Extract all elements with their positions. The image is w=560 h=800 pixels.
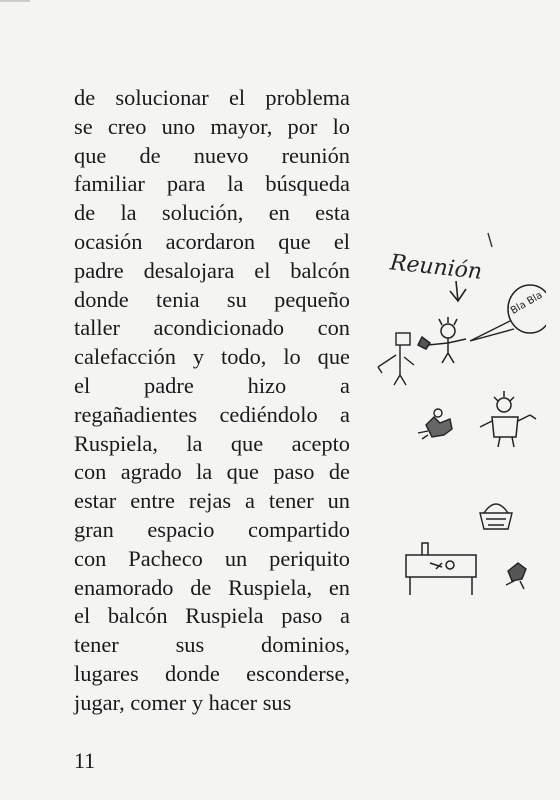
text-line: taller acondicionado con <box>74 315 350 341</box>
text-line: familiar para la búsqueda <box>74 171 350 197</box>
bird-figure-icon <box>418 409 452 439</box>
text-line: tener sus dominios, <box>74 632 350 658</box>
table-icon <box>406 543 476 595</box>
arrow-icon <box>450 281 466 301</box>
text-line: el padre hizo a <box>74 372 350 398</box>
text-line: padre desalojara el balcón <box>74 257 350 283</box>
text-line: jugar, comer y hacer sus <box>74 689 292 715</box>
text-line: de la solución, en esta <box>74 200 350 226</box>
caption-reunion: Reunión <box>388 250 484 285</box>
creature-icon <box>506 563 526 589</box>
illustration-svg <box>366 225 546 625</box>
text-line: lugares donde esconderse, <box>74 660 350 686</box>
text-line: con agrado la que paso de <box>74 459 350 485</box>
text-line: de solucionar el problema <box>74 85 350 110</box>
hand-drawn-illustration <box>366 225 546 625</box>
text-line: enamorado de Ruspiela, en <box>74 574 350 600</box>
corner-mark <box>0 0 30 2</box>
text-line: se creo uno mayor, por lo <box>74 113 350 139</box>
person-figure-icon <box>480 391 536 447</box>
basket-icon <box>480 504 512 529</box>
text-line: regañadientes cediéndolo a <box>74 401 350 427</box>
text-line: Ruspiela, la que acepto <box>74 430 350 456</box>
text-line: gran espacio compartido <box>74 516 350 542</box>
page-number: 11 <box>74 748 96 773</box>
body-text <box>74 84 350 718</box>
cat-figure-icon <box>378 333 414 385</box>
text-line: con Pacheco un periquito <box>74 545 350 571</box>
text-line: calefacción y todo, lo que <box>74 344 350 370</box>
text-line: que de nuevo reunión <box>74 142 350 168</box>
text-line: el balcón Ruspiela paso a <box>74 603 350 629</box>
stroke-mark <box>488 233 492 247</box>
person-figure-icon <box>418 317 466 363</box>
text-line: donde tenia su pequeño <box>74 286 350 312</box>
bubble-text: Bla Bla <box>508 289 545 317</box>
text-line: ocasión acordaron que el <box>74 228 350 254</box>
bubble-tail <box>470 321 514 341</box>
text-line: estar entre rejas a tener un <box>74 488 350 514</box>
